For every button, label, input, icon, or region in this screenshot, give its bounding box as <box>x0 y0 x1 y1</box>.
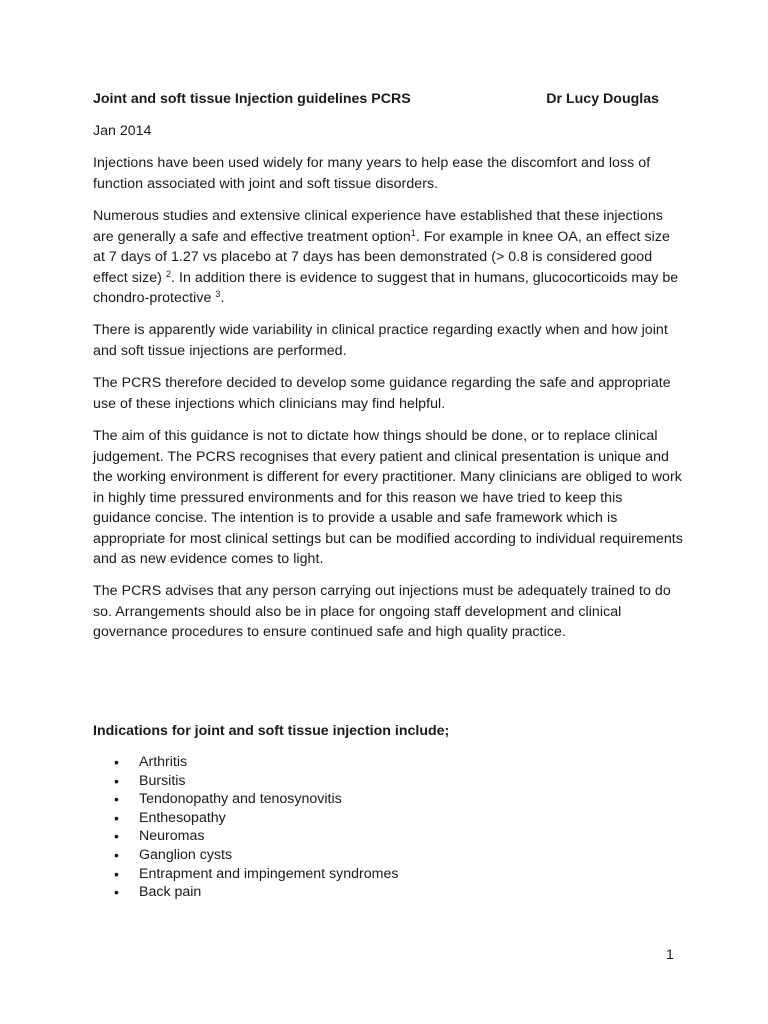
paragraph-3 <box>93 320 683 361</box>
bullet-icon: • <box>114 754 119 770</box>
indication-list-item <box>93 865 398 884</box>
indication-list-item <box>93 790 398 809</box>
indication-label: Enthesopathy <box>139 809 226 826</box>
bullet-icon: • <box>114 865 119 882</box>
author-name: Dr Lucy Douglas <box>546 91 659 107</box>
indication-label: Ganglion cysts <box>139 846 233 863</box>
indication-label: Entrapment and impingement syndromes <box>139 865 399 882</box>
paragraph-6 <box>93 581 683 643</box>
indication-label: Arthritis <box>139 754 188 770</box>
indication-list-item <box>93 846 398 865</box>
indications-list <box>93 753 398 902</box>
reference-1: 1 <box>410 227 416 238</box>
bullet-icon: • <box>114 828 119 845</box>
indication-list-item <box>93 772 398 791</box>
paragraph-2-part-c: . In addition there is evidence to suggest that in humans, glucocorticoids may be chondro-protective <box>93 269 679 306</box>
bullet-icon: • <box>114 809 119 826</box>
paragraph-1 <box>93 153 683 194</box>
paragraph-3-text: There is apparently wide variability in clinical practice regarding exactly when and how joint and soft tissue injections are performed. <box>93 322 668 359</box>
indication-list-item <box>93 809 398 828</box>
indication-label: Bursitis <box>139 772 186 789</box>
indication-label: Neuromas <box>139 828 205 845</box>
page-number: 1 <box>666 946 674 962</box>
reference-3: 3 <box>215 289 221 299</box>
title-row <box>93 89 659 109</box>
bullet-icon: • <box>114 791 119 808</box>
indication-label: Tendonopathy and tenosynovitis <box>139 791 342 808</box>
paragraph-4 <box>93 373 683 414</box>
paragraph-4-text: The PCRS therefore decided to develop some guidance regarding the safe and appropriate use of these injections which clinicians may find helpful. <box>93 375 671 412</box>
indication-list-item <box>93 827 398 846</box>
paragraph-2-part-a: Numerous studies and extensive clinical experience have established that these injections are generally a safe and effective treatment option <box>93 208 663 245</box>
bullet-icon: • <box>114 772 119 789</box>
indication-label: Back pain <box>139 884 202 901</box>
paragraph-2-text <box>93 206 683 309</box>
indication-list-item <box>93 883 398 902</box>
paragraph-2 <box>93 206 683 309</box>
reference-2: 2 <box>165 268 171 279</box>
paragraph-2-part-b: . For example in knee OA, an effect size at 7 days of 1.27 vs placebo at 7 days has been demonstrated (> 0.8 is considered good effect size) <box>93 228 670 286</box>
document-title: Joint and soft tissue Injection guidelines PCRS <box>93 91 411 107</box>
paragraph-1-text: Injections have been used widely for many years to help ease the discomfort and loss of function associated with joint and soft tissue disorders. <box>93 155 651 192</box>
bullet-icon: • <box>114 884 119 901</box>
bullet-icon: • <box>114 846 119 863</box>
paragraph-5 <box>93 426 683 570</box>
paragraph-5-text: The aim of this guidance is not to dictate how things should be done, or to replace clinical judgement. The PCRS recognises that every patient and clinical presentation is unique and the working environment is different for every practitioner. Many clinicians are obliged to work in highly time pressured environments and for this reason we have tried to keep this guidance concise. The intention is to provide a usable and safe framework which is appropriate for most clinical settings but can be modified according to individual requirements and as new evidence comes to light. <box>93 428 683 567</box>
paragraph-2-part-d: . <box>220 290 225 306</box>
paragraph-6-text: The PCRS advises that any person carrying out injections must be adequately trained to do so. Arrangements should also be in place for ongoing staff development and clinical governance procedures to ensure continued safe and high quality practice. <box>93 583 671 640</box>
document-date: Jan 2014 <box>93 123 152 139</box>
indications-heading: Indications for joint and soft tissue injection include; <box>93 723 450 739</box>
indication-list-item <box>93 753 398 772</box>
